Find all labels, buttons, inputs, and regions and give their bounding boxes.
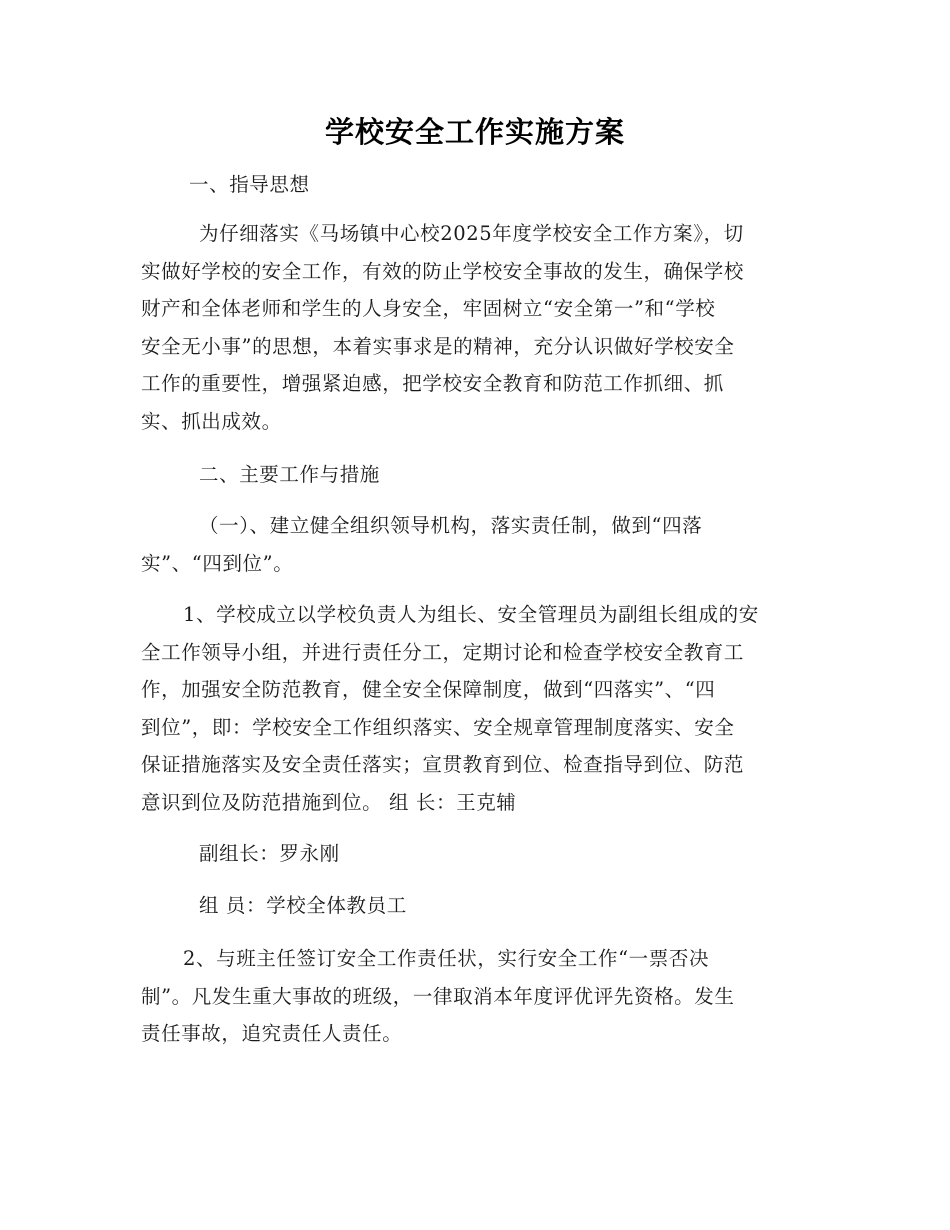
text-line: 制”。凡发生重大事故的班级，一律取消本年度评优评先资格。发生: [141, 984, 735, 1008]
members-line: [141, 887, 805, 925]
text-line: 1、学校成立以学校负责人为组长、安全管理员为副组长组成的安: [183, 603, 759, 626]
text-line: 作，加强安全防范教育，健全安全保障制度，做到“四落实”、“四: [141, 678, 716, 701]
deputy-leader-line: [141, 835, 805, 873]
deputy-leader-text: 副组长：罗永刚: [199, 842, 340, 865]
text-line: 实做好学校的安全工作，有效的防止学校安全事故的发生，确保学校: [141, 259, 745, 283]
text-line: 全工作领导小组，并进行责任分工，定期讨论和检查学校安全教育工: [141, 640, 745, 664]
text-line: 责任事故，追究责任人责任。: [141, 1022, 403, 1045]
text-line: （一）、建立健全组织领导机构，落实责任制，做到“四落: [199, 514, 703, 537]
text-line: 实、抓出成效。: [141, 409, 282, 433]
text-line: 财产和全体老师和学生的人身安全，牢固树立“安全第一”和“学校: [141, 297, 716, 320]
section-heading-main-work: [141, 456, 805, 494]
text-line: 为仔细落实《马场镇中心校2025年度学校安全工作方案》，切: [199, 222, 744, 245]
subheading-organization: [141, 507, 805, 582]
text-line: 工作的重要性，增强紧迫感，把学校安全教育和防范工作抓细、抓: [141, 372, 724, 395]
text-line: 意识到位及防范措施到位。 组 长：王克辅: [141, 790, 517, 814]
document-title: 学校安全工作实施方案: [324, 115, 625, 149]
paragraph-item-2: [141, 940, 805, 1053]
paragraph-item-1: [141, 596, 805, 821]
heading-text: 二、主要工作与措施: [199, 463, 380, 486]
text-line: 到位”，即：学校安全工作组织落实、安全规章管理制度落实、安全: [141, 715, 735, 739]
section-heading-guiding-ideology: [141, 166, 805, 204]
text-line: 2、与班主任签订安全工作责任状，实行安全工作“一票否决: [183, 947, 710, 970]
members-text: 组 员：学校全体教员工: [199, 894, 407, 917]
paragraph-guiding-ideology: [141, 215, 805, 440]
text-line: 保证措施落实及安全责任落实；宣贯教育到位、检查指导到位、防范: [141, 753, 745, 776]
text-line: 实”、“四到位”。: [141, 551, 294, 575]
heading-text: 一、指导思想: [189, 173, 310, 196]
text-line: 安全无小事”的思想，本着实事求是的精神，充分认识做好学校安全: [141, 334, 735, 358]
